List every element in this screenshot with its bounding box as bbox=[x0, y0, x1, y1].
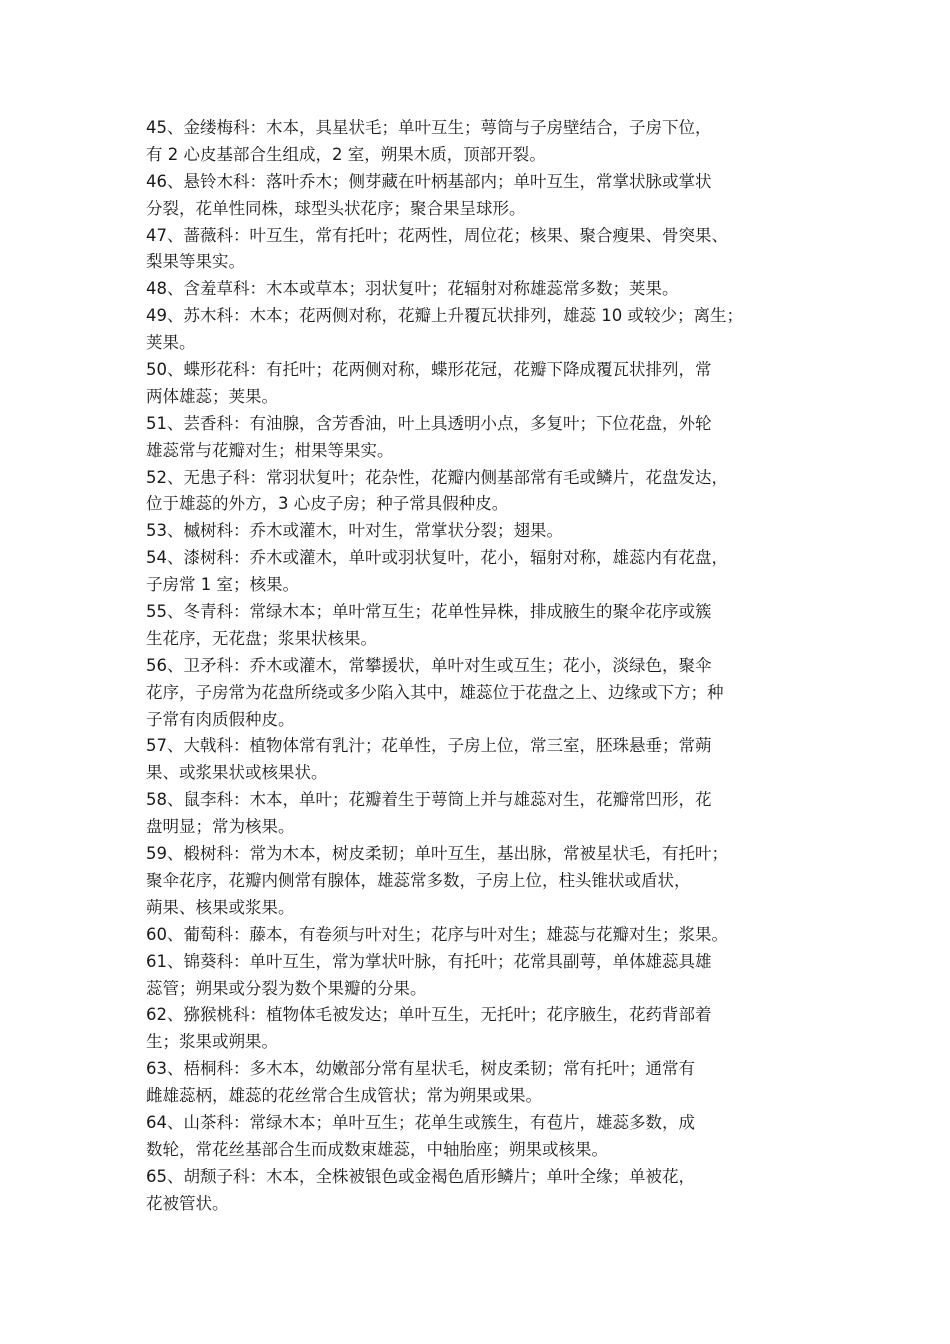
text-line: 63、梧桐科：多木本，幼嫩部分常有星状毛，树皮柔韧；常有托叶；通常有 bbox=[146, 1059, 695, 1079]
text-line: 生；浆果或朔果。 bbox=[146, 1032, 278, 1052]
text-line: 56、卫矛科：乔木或灌木，常攀援状，单叶对生或互生；花小，淡绿色，聚伞 bbox=[146, 655, 712, 675]
text-line: 50、蝶形花科：有托叶；花两侧对称，蝶形花冠，花瓣下降成覆瓦状排列，常 bbox=[146, 360, 712, 380]
text-line: 49、苏木科：木本；花两侧对称，花瓣上升覆瓦状排列，雄蕊 10 或较少；离生； bbox=[146, 306, 743, 326]
text-line: 子房常 1 室；核果。 bbox=[146, 575, 299, 595]
text-line: 57、大戟科：植物体常有乳汁；花单性，子房上位，常三室，胚珠悬垂；常蒴 bbox=[146, 736, 712, 756]
text-line: 梨果等果实。 bbox=[146, 252, 245, 272]
text-line: 子常有肉质假种皮。 bbox=[146, 709, 295, 729]
text-line: 51、芸香科：有油腺，含芳香油，叶上具透明小点，多复叶；下位花盘，外轮 bbox=[146, 413, 712, 433]
text-line: 45、金缕梅科：木本，具星状毛；单叶互生；萼筒与子房壁结合，子房下位， bbox=[146, 118, 712, 137]
text-line: 分裂，花单性同株，球型头状花序；聚合果呈球形。 bbox=[146, 198, 526, 218]
text-line: 55、冬青科：常绿木本；单叶常互生；花单性异株，排成腋生的聚伞花序或簇 bbox=[146, 602, 712, 622]
text-line: 两体雄蕊；荚果。 bbox=[146, 386, 278, 406]
text-line: 蒴果、核果或浆果。 bbox=[146, 897, 295, 917]
plant-family-list bbox=[146, 115, 811, 1244]
text-line: 65、胡颓子科：木本，全株被银色或金褐色盾形鳞片；单叶全缘；单被花， bbox=[146, 1166, 695, 1186]
text-line: 53、槭树科：乔木或灌木，叶对生，常掌状分裂；翅果。 bbox=[146, 521, 563, 541]
text-line: 61、锦葵科：单叶互生，常为掌状叶脉，有托叶；花常具副萼，单体雄蕊具雄 bbox=[146, 951, 712, 971]
text-line: 60、葡萄科：藤本，有卷须与叶对生；花序与叶对生；雄蕊与花瓣对生；浆果。 bbox=[146, 924, 728, 944]
text-line: 生花序，无花盘；浆果状核果。 bbox=[146, 628, 377, 648]
text-line: 花序，子房常为花盘所绕或多少陷入其中，雄蕊位于花盘之上、边缘或下方；种 bbox=[146, 682, 724, 702]
text-line: 有 2 心皮基部合生组成，2 室，朔果木质，顶部开裂。 bbox=[146, 144, 546, 164]
text-line: 54、漆树科：乔木或灌木，单叶或羽状复叶，花小，辐射对称，雄蕊内有花盘， bbox=[146, 548, 728, 568]
text-line: 46、悬铃木科：落叶乔木；侧芽藏在叶柄基部内；单叶互生，常掌状脉或掌状 bbox=[146, 171, 712, 191]
text-line: 64、山茶科：常绿木本；单叶互生；花单生或簇生，有苞片，雄蕊多数，成 bbox=[146, 1112, 695, 1132]
text-line: 雌雄蕊柄，雄蕊的花丝常合生成管状；常为朔果或果。 bbox=[146, 1086, 542, 1106]
text-line: 59、椴树科：常为木本，树皮柔韧；单叶互生，基出脉，常被星状毛，有托叶； bbox=[146, 844, 728, 864]
text-line: 62、猕猴桃科：植物体毛被发达；单叶互生，无托叶；花序腋生，花药背部着 bbox=[146, 1005, 712, 1025]
text-line: 花被管状。 bbox=[146, 1193, 229, 1213]
text-line: 58、鼠李科：木本，单叶；花瓣着生于萼筒上并与雄蕊对生，花瓣常凹形，花 bbox=[146, 790, 712, 810]
text-line: 盘明显；常为核果。 bbox=[146, 817, 295, 837]
text-line: 聚伞花序，花瓣内侧常有腺体，雄蕊常多数，子房上位，柱头锥状或盾状， bbox=[146, 870, 691, 890]
text-line: 47、蔷薇科：叶互生，常有托叶；花两性，周位花；核果、聚合瘦果、骨突果、 bbox=[146, 225, 728, 245]
text-line: 蕊管；朔果或分裂为数个果瓣的分果。 bbox=[146, 978, 427, 998]
text-line: 52、无患子科：常羽状复叶；花杂性，花瓣内侧基部常有毛或鳞片，花盘发达， bbox=[146, 467, 728, 487]
text-line: 雄蕊常与花瓣对生；柑果等果实。 bbox=[146, 440, 394, 460]
text-line: 果、或浆果状或核果状。 bbox=[146, 763, 328, 783]
text-line bbox=[146, 1218, 811, 1245]
text-line: 数轮，常花丝基部合生而成数束雄蕊，中轴胎座；朔果或核果。 bbox=[146, 1139, 608, 1159]
text-line: 荚果。 bbox=[146, 333, 196, 353]
text-line: 48、含羞草科：木本或草本；羽状复叶；花辐射对称雄蕊常多数；荚果。 bbox=[146, 279, 679, 299]
text-line: 位于雄蕊的外方，3 心皮子房；种子常具假种皮。 bbox=[146, 494, 509, 514]
